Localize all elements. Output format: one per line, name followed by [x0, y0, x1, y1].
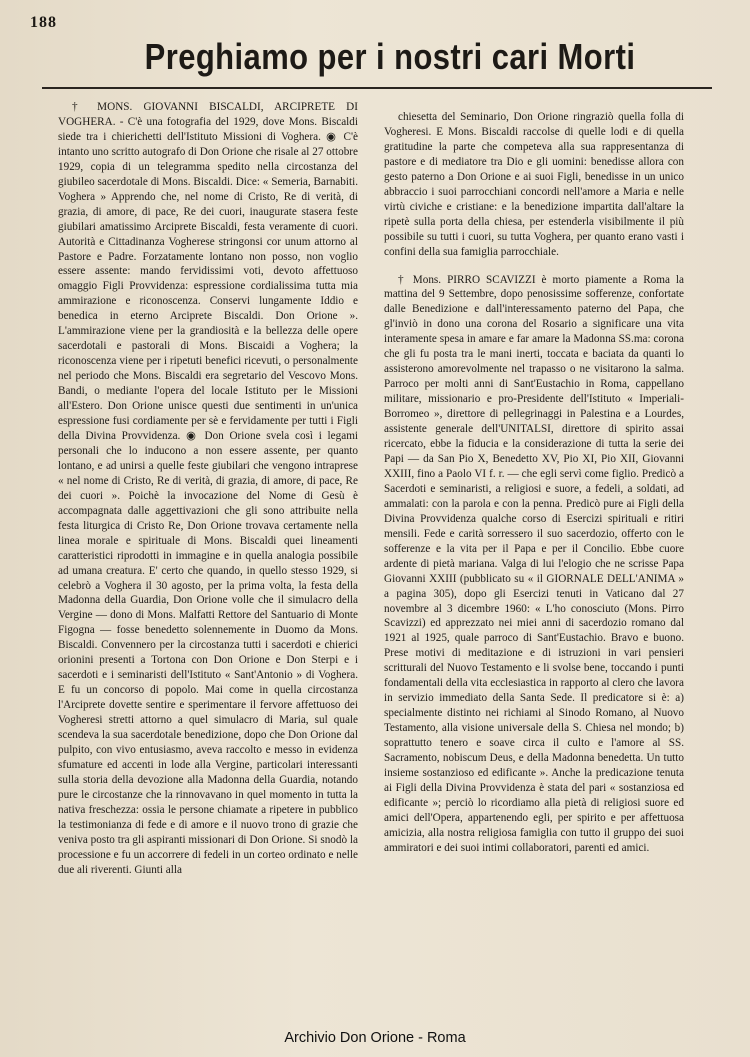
- scavizzi-obituary-paragraph: † Mons. PIRRO SCAVIZZI è morto piamente a Roma la mattina del 9 Settembre, dopo penosissime sofferenze, confortate dalle Benedizione e dall'interessamento paterno del Papa, che gl'inviò in dono una corona del Rosario a significare una vita interamente spesa in amare e far amare la Madonna SS.ma: corona che gli fu posta tra le mani inerti, toccata e baciata da quanti lo assisterono amorevolmente nel trapasso o ne visitarono la salma. Parroco per molti anni di Sant'Eustachio in Roma, cappellano militare, missionario e pro-Presidente dell'Istituto « Imperiali-Borromeo », direttore di pellegrinaggi in Palestina e a Lourdes, assistente generale dell'UNITALSI, direttore di spirito assai ricercato, ebbe la fiducia e la considerazione di tutta la serie dei Papi — da San Pio X, Benedetto XV, Pio XI, Pio XII, Giovanni XXIII, fino a Paolo VI f. r. — che egli servì come figlio. Predicò a Sacerdoti e seminaristi, a religiosi e suore, a fedeli, a soldati, ad ammalati: con la parola e con la penna. Predicò pure ai Figli della Divina Provvidenza qualche corso di Esercizi spirituali e ritiri mensili. Fede e carità sorressero il suo sacerdozio, offerto con le sofferenze e la vita per il Papa e per il Concilio. Ebbe cuore ardente di pietà mariana. Valga di lui l'elogio che ne scrisse Papa Giovanni XXIII (pubblicato su « il GIORNALE DELL'ANIMA » a pagina 305), dopo gli Esercizi tenuti in Vaticano dal 27 novembre al 3 dicembre 1960: « L'ho conosciuto (Mons. Pirro Scavizzi) ed apprezzato nei miei anni di sacerdozio romano dal 1921 al 1925, quale parroco di Sant'Eustachio. Bravo e buono. Prese motivi di meditazione e di istruzioni in vari pensieri scritturali del Nuovo Testamento e li svolse bene, toccando i punti fondamentali della vita ecclesiastica in rapporto al clero che lavora in servizio immediato della Santa Sede. Il predicatore si è: a) specialmente distinto nei richiami al Sinodo Romano, al Nuovo Testamento, alla visione universale della S. Chiesa nel mondo; b) soprattutto tenero e soave circa il culto e l'amore al SS. Sacramento, nobiscum Deus, e della Madonna benedetta. Un tutto insieme sostanzioso ed edificante ». Anche la predicazione tenuta ai Figli della Divina Provvidenza è stata del pari « sostanziosa ed edificante »; perciò lo ricordiamo alla pietà di religiosi suore ed amici dell'Opera, appartenendo egli, per spirito e per affettuosa amicizia, alla nostra religiosa famiglia con tutto il gruppo dei suoi ammiratori e dei suoi intimi collaboratori, parenti ed amici.: [384, 273, 684, 854]
- archive-footer: Archivio Don Orione - Roma: [284, 1030, 466, 1046]
- article-title: Preghiamo per i nostri cari Morti: [144, 36, 636, 77]
- biscaldi-obituary-paragraph: † MONS. GIOVANNI BISCALDI, ARCIPRETE DI VOGHERA. - C'è una fotografia del 1929, dove Mons. Biscaldi siede tra i chierichetti dell'Istituto Missioni di Voghera. ◉ C'è intanto uno scritto autografo di Don Orione che risale al 27 ottobre 1929, copia di un telegramma spedito nella circostanza del giubileo sacerdotale di Mons. Biscaldi. Dice: « Semeria, Barnabiti. Voghera » Apprendo che, nel nome di Cristo, Re di verità, di grazia, di amore, di pace, Re dei cuori, inaugurate stasera feste giubilari amatissimo Arciprete Biscaldi, festa veramente di cuori. Autorità e Cittadinanza Vogherese stringonsi cor unum attorno al Pastore e Padre. Forzatamente lontano non posso, non voglio essere assente: mando fervidissimi voti, devoto affettuoso omaggio Figli Provvidenza: espressione cordialissima tutta mia ammirazione e riconoscenza. Conservi lungamente Iddio e benedica in eterno Arciprete Biscaldi. Don Orione ». L'ammirazione viene per la grandiosità e la bellezza delle opere sacerdotali e pastorali di Mons. Biscaidi a Voghera; la riconoscenza viene per i ripetuti benefici ricevuti, o personalmente nel periodo che Mons. Biscaldi era segretario del Vescovo Mons. Bandi, o mediante l'opera del locale Istituto per le Missioni all'Estero. Don Orione unisce questi due sentimenti in un'unica espressione fusi cordiamente per sè e fervidamente per tutti i Figli della Divina Provvidenza. ◉ Don Orione svela così i legami personali che lo inducono a non essere assente, per quanto lontano, e ad unirsi a quelle feste giubilari che vengono intraprese « nel nome di Cristo, Re di verità, di grazia, di amore, di pace, Re dei cuori ». Poichè la invocazione del Nome di Gesù è accompagnata dalle aggettivazioni che gli sono attribuite nella festa liturgica di Cristo Re, Don Orione trovava certamente nella linea morale e spirituale di Mons. Biscaldi quei lineamenti caratteristici riprodotti in immagine e in quella analogia possibile ad umana creatura. E' certo che quando, in quello stesso 1929, si celebrò a Voghera il 30 agosto, per la prima volta, la festa della Madonna della Guardia, Don Orione volle che il simulacro della Vergine — dono di Mons. Malfatti Rettore del Santuario di Monte Figogna — fosse benedetto solennemente in Duomo da Mons. Biscaldi. Convennero per la circostanza tutti i sacerdoti e chierici orionini presenti a Tortona con Don Orione e Don Sterpi e i sacerdoti e i seminaristi dell'Istituto « Sant'Antonio » di Voghera. E fu un concorso di popolo. Mai come in quella circostanza l'Arciprete dovette sentire e sperimentare il fervore affettuoso dei Vogheresi stretti attorno a quel simulacro di Maria, sul quale scendeva la sua sacerdotale benedizione, dopo che Don Orione dal pulpito, con vivo entusiasmo, aveva raccolto e messo in evidenza sfumature ed accenti in lode alla Vergine, particolari interessanti sulla storia della devozione alla Madonna della Guardia, notando pure le circostanze che la rinnovavano in quel momento in tutta la nativa freschezza: ossia le persone chiamate a ripetere in pubblico la testimonianza di fede e di amore e il nuovo trono di grazie che veniva posto tra gli aspiranti missionari di Don Orione. Si snodò la processione e fu un accorrere di fedeli in un corteo ordinato e nelle due ali riverenti. Giunti alla: [58, 101, 358, 876]
- biscaldi-continuation-paragraph: chiesetta del Seminario, Don Orione ringraziò quella folla di Vogheresi. E Mons. Biscaldi raccolse di quelle lodi e di quella gratitudine la parte che competeva alla sua rappresentanza di pastore e di mediatore tra Dio e gli uomini: benedisse allora con gesto paterno a Don Orione e ai suoi Figli, benedisse in un unico abbraccio i suoi parrocchiani concordi nell'amore a Maria e nelle virtù civiche e cristiane: e la benedizione impartita dall'altare la ripetè sulla porta della chiesa, per estenderla visibilmente il più possibile su tutti i cuori, su tutta Voghera, per quanto erano vasti i confini della sua famiglia parrocchiale.: [384, 111, 684, 258]
- page-number: 188: [30, 14, 57, 31]
- left-column: [58, 100, 358, 878]
- right-column: [384, 110, 684, 856]
- title-divider: [42, 87, 712, 89]
